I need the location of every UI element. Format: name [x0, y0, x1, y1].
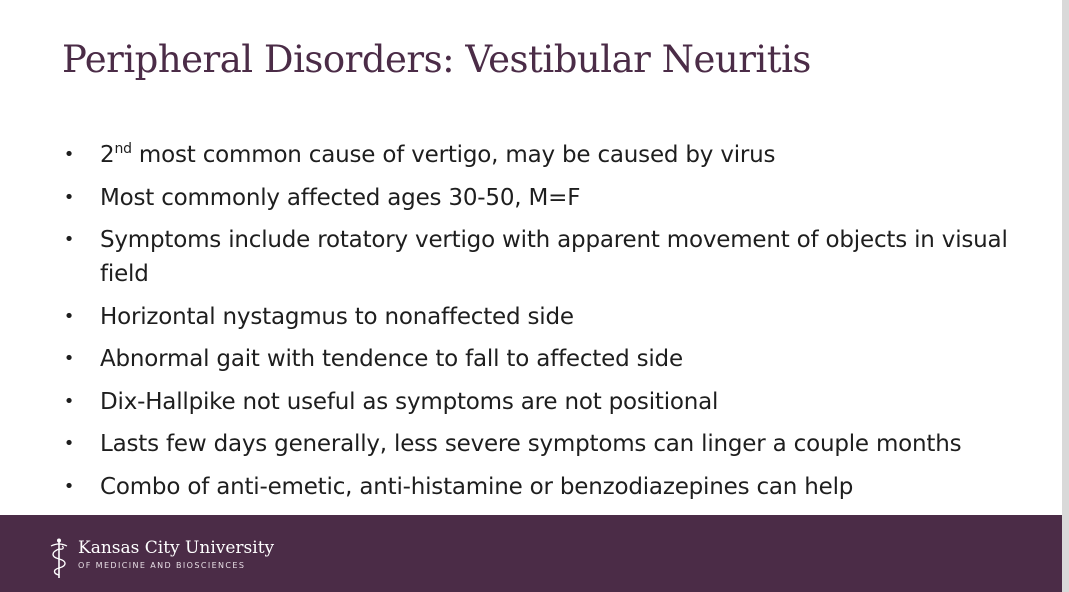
bullet-text: Combo of anti-emetic, anti-histamine or benzodiazepines can help: [100, 473, 854, 500]
bullet-item: [62, 223, 1022, 291]
window-edge: [1062, 0, 1069, 592]
bullet-text: Dix-Hallpike not useful as symptoms are not positional: [100, 388, 719, 415]
university-name: Kansas City University: [78, 538, 275, 558]
bullet-item: [62, 342, 1022, 376]
bullet-marker: •: [63, 229, 75, 250]
bullet-item: [62, 470, 1022, 504]
bullet-item: [62, 181, 1022, 215]
bullet-text-rest: most common cause of vertigo, may be caused by virus: [131, 142, 776, 168]
bullet-item: [62, 300, 1022, 334]
bullet-marker: •: [63, 475, 75, 497]
bullet-list: [62, 138, 1022, 512]
bullet-text: Lasts few days generally, less severe symptoms can linger a couple months: [100, 431, 962, 457]
university-subtitle: OF MEDICINE AND BIOSCIENCES: [78, 561, 246, 570]
slide-title: Peripheral Disorders: Vestibular Neuritis: [62, 38, 811, 81]
bullet-marker: •: [63, 144, 75, 165]
logo-text: [78, 537, 274, 570]
bullet-item: [62, 427, 1022, 461]
bullet-marker: •: [63, 433, 75, 454]
bullet-text: Horizontal nystagmus to nonaffected side: [100, 303, 574, 330]
bullet-marker: •: [63, 186, 75, 208]
bullet-text: [100, 142, 775, 168]
bullet-marker: •: [63, 390, 75, 412]
bullet-text: Abnormal gait with tendence to fall to affected side: [100, 346, 683, 372]
bullet-text: Most commonly affected ages 30-50, M=F: [100, 184, 581, 211]
bullet-text: Symptoms include rotatory vertigo with apparent movement of objects in visual field: [100, 227, 1008, 287]
bullet-marker: •: [63, 348, 75, 369]
caduceus-icon: [48, 537, 70, 579]
bullet-item: [62, 138, 1022, 172]
bullet-item: [62, 385, 1022, 419]
footer-bar: [0, 515, 1062, 592]
university-logo: [48, 537, 274, 579]
ordinal-superscript: nd: [114, 141, 132, 157]
bullet-marker: •: [63, 305, 75, 327]
bullet-text-prefix: 2: [100, 142, 115, 168]
